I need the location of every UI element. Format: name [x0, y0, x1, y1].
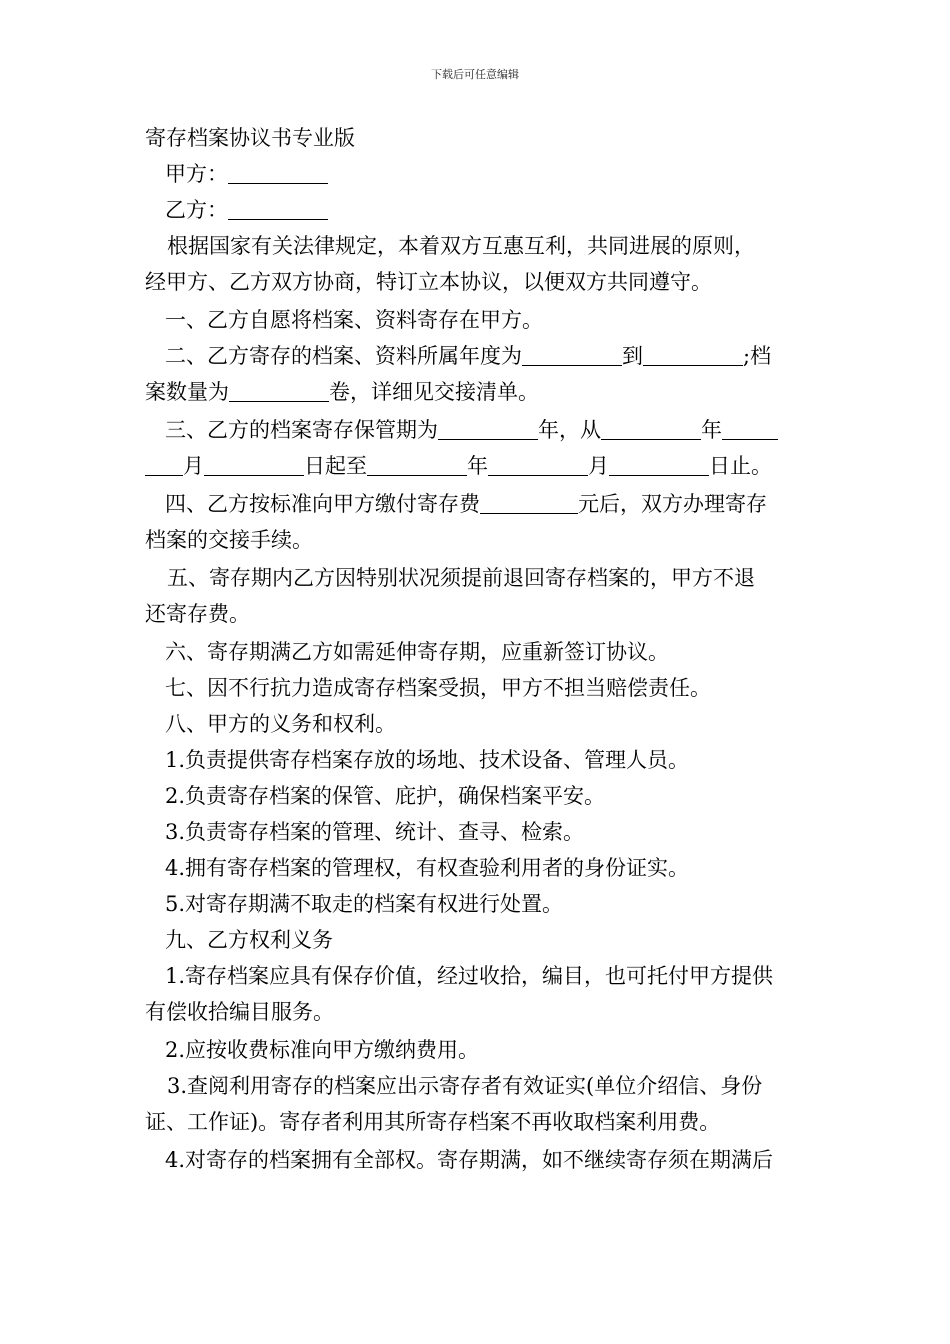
start-month-blank-part1[interactable]: [722, 417, 778, 440]
clause-9-item-1-line-1: 1.寄存档案应具有保存价值，经过收拾，编目，也可托付甲方提供: [165, 964, 774, 988]
clause-3-text-a: 三、乙方的档案寄存保管期为: [165, 418, 438, 442]
clause-5-line-1: 五、寄存期内乙方因特别状况须提前退回寄存档案的，甲方不退: [167, 566, 755, 590]
agreement-document: [145, 120, 810, 1178]
clause-1: 一、乙方自愿将档案、资料寄存在甲方。: [165, 308, 543, 332]
clause-8-item-4: 4.拥有寄存档案的管理权，有权查验利用者的身份证实。: [165, 856, 690, 880]
clause-3-text-d: 月: [183, 454, 204, 478]
party-b-label: 乙方：: [165, 198, 228, 222]
clause-7: 七、因不行抗力造成寄存档案受损，甲方不担当赔偿责任。: [165, 676, 711, 700]
clause-2-text-e: 卷，详细见交接清单。: [329, 380, 539, 404]
clause-3-text-b: 年，从: [538, 418, 601, 442]
clause-2-text-b: 到: [622, 344, 643, 368]
end-month-blank[interactable]: [488, 453, 588, 476]
clause-4-line-1: [145, 486, 810, 522]
clause-4-line-2: 档案的交接手续。: [145, 528, 313, 552]
intro-paragraph: [145, 228, 810, 300]
party-a-line: [145, 156, 810, 192]
clause-3-text-c: 年: [701, 418, 722, 442]
clause-4-text-a: 四、乙方按标准向甲方缴付寄存费: [165, 492, 480, 516]
party-a-blank[interactable]: [228, 161, 328, 184]
clause-8-item-3: 3.负责寄存档案的管理、统计、查寻、检索。: [165, 820, 585, 844]
party-a-label: 甲方：: [165, 162, 228, 186]
clause-9-item-2: 2.应按收费标准向甲方缴纳费用。: [165, 1038, 480, 1062]
volume-count-blank[interactable]: [229, 379, 329, 402]
clause-5-line-2: 还寄存费。: [145, 602, 250, 626]
end-year-blank[interactable]: [367, 453, 467, 476]
clause-9-item-3-line-1: 3.查阅利用寄存的档案应出示寄存者有效证实(单位介绍信、身份: [167, 1074, 763, 1098]
intro-line-2: 经甲方、乙方双方协商，特订立本协议，以便双方共同遵守。: [145, 270, 712, 294]
clause-3-text-h: 日止。: [709, 454, 772, 478]
clause-3-line-1: [145, 412, 810, 448]
clause-9-item-3: [145, 1068, 810, 1140]
end-day-blank[interactable]: [609, 453, 709, 476]
clause-2-text-d: 案数量为: [145, 380, 229, 404]
clause-9-item-4-line-1: 4.对寄存的档案拥有全部权。寄存期满，如不继续寄存须在期满后: [165, 1148, 774, 1172]
clause-9-heading: 九、乙方权利义务: [165, 928, 333, 952]
clause-2-line-1: [145, 338, 810, 374]
clause-8-heading: 八、甲方的义务和权利。: [165, 712, 396, 736]
storage-fee-blank[interactable]: [480, 491, 578, 514]
clause-2-text-a: 二、乙方寄存的档案、资料所属年度为: [165, 344, 522, 368]
clause-8-item-5: 5.对寄存期满不取走的档案有权进行处置。: [165, 892, 564, 916]
storage-years-blank[interactable]: [438, 417, 538, 440]
party-b-blank[interactable]: [228, 197, 328, 220]
clause-2-line-2: [145, 374, 810, 410]
year-from-blank[interactable]: [522, 343, 622, 366]
clause-3-text-e: 日起至: [304, 454, 367, 478]
clause-3-text-f: 年: [467, 454, 488, 478]
clause-3-line-2: [145, 448, 810, 484]
document-title: 寄存档案协议书专业版: [145, 126, 355, 150]
clause-3-text-g: 月: [588, 454, 609, 478]
intro-line-1: 根据国家有关法律规定，本着双方互惠互利，共同进展的原则，: [167, 234, 755, 258]
party-b-line: [145, 192, 810, 228]
year-to-blank[interactable]: [643, 343, 743, 366]
clause-4: [145, 486, 810, 558]
clause-9-item-3-line-2: 证、工作证)。寄存者利用其所寄存档案不再收取档案利用费。: [145, 1110, 721, 1134]
clause-8-item-2: 2.负责寄存档案的保管、庇护，确保档案平安。: [165, 784, 606, 808]
clause-6: 六、寄存期满乙方如需延伸寄存期，应重新签订协议。: [165, 640, 669, 664]
clause-9-item-1: [145, 958, 810, 1030]
clause-2: [145, 338, 810, 410]
clause-4-text-b: 元后，双方办理寄存: [578, 492, 767, 516]
start-day-blank[interactable]: [204, 453, 304, 476]
clause-3: [145, 412, 810, 484]
clause-8-item-1: 1.负责提供寄存档案存放的场地、技术设备、管理人员。: [165, 748, 690, 772]
start-month-blank-part2[interactable]: [145, 453, 183, 476]
clause-5: [145, 560, 810, 632]
clause-2-text-c: ;档: [743, 344, 772, 368]
page-header-note: 下载后可任意编辑: [431, 68, 519, 81]
clause-9-item-1-line-2: 有偿收拾编目服务。: [145, 1000, 334, 1024]
start-year-blank[interactable]: [601, 417, 701, 440]
